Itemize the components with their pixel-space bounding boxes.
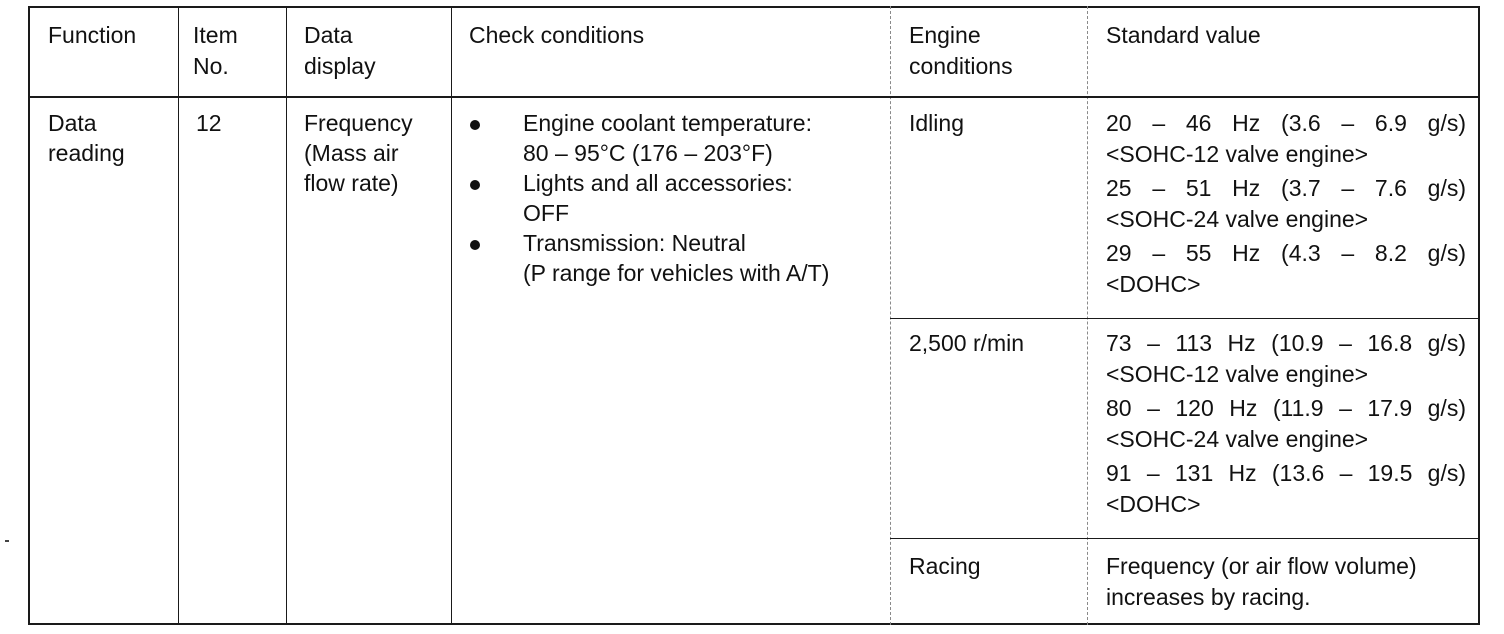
standard-value-entry xyxy=(1106,551,1466,613)
standard-value-engine: <SOHC-24 valve engine> xyxy=(1106,206,1369,232)
function-cell-line1: Data xyxy=(48,110,97,136)
standard-value-range: 25 – 51 Hz (3.7 – 7.6 g/s) xyxy=(1106,175,1466,201)
check-condition-line: Transmission: Neutral xyxy=(523,230,746,256)
row-divider xyxy=(890,318,1480,319)
bullet-icon xyxy=(470,180,480,190)
header-item-no-line2: No. xyxy=(193,53,229,79)
engine-condition-racing: Racing xyxy=(909,553,981,579)
header-standard-value: Standard value xyxy=(1106,22,1261,48)
column-divider xyxy=(286,6,287,625)
standard-value-entry xyxy=(1106,108,1466,170)
standard-value-text: Frequency (or air flow volume) xyxy=(1106,553,1417,579)
header-data-display-line1: Data xyxy=(304,22,353,48)
standard-value-entry xyxy=(1106,393,1466,455)
standard-value-engine: <SOHC-24 valve engine> xyxy=(1106,426,1369,452)
scan-speck xyxy=(5,540,9,542)
standard-value-range: 91 – 131 Hz (13.6 – 19.5 g/s) xyxy=(1106,460,1466,486)
table-border xyxy=(28,6,1480,625)
data-display-cell-line3: flow rate) xyxy=(304,170,399,196)
check-condition-line: 80 – 95°C (176 – 203°F) xyxy=(523,140,773,166)
standard-value-engine: <DOHC> xyxy=(1106,491,1201,517)
bullet-icon xyxy=(470,120,480,130)
data-display-cell-line2: (Mass air xyxy=(304,140,399,166)
standard-value-range: 80 – 120 Hz (11.9 – 17.9 g/s) xyxy=(1106,395,1466,421)
engine-condition-2500rpm: 2,500 r/min xyxy=(909,330,1025,356)
standard-value-range: 73 – 113 Hz (10.9 – 16.8 g/s) xyxy=(1106,330,1466,356)
header-divider xyxy=(28,96,1480,98)
standard-value-engine: <SOHC-12 valve engine> xyxy=(1106,141,1369,167)
header-data-display-line2: display xyxy=(304,53,376,79)
row-divider xyxy=(890,538,1480,539)
bullet-icon xyxy=(470,240,480,250)
check-condition-line: Engine coolant temperature: xyxy=(523,110,812,136)
header-function: Function xyxy=(48,22,137,48)
column-divider xyxy=(890,6,891,625)
standard-value-entry xyxy=(1106,458,1466,520)
data-display-cell-line1: Frequency xyxy=(304,110,413,136)
column-divider xyxy=(178,6,179,625)
standard-value-engine: <DOHC> xyxy=(1106,271,1201,297)
header-item-no-line1: Item xyxy=(193,22,238,48)
standard-value-engine: <SOHC-12 valve engine> xyxy=(1106,361,1369,387)
function-cell-line2: reading xyxy=(48,140,125,166)
standard-value-range: 29 – 55 Hz (4.3 – 8.2 g/s) xyxy=(1106,240,1466,266)
item-no-cell: 12 xyxy=(196,110,222,136)
check-condition-line: (P range for vehicles with A/T) xyxy=(523,260,830,286)
header-engine-conditions-line2: conditions xyxy=(909,53,1013,79)
engine-condition-idling: Idling xyxy=(909,110,964,136)
column-divider xyxy=(451,6,452,625)
column-divider xyxy=(1087,6,1088,625)
standard-value-entry xyxy=(1106,173,1466,235)
standard-value-text: increases by racing. xyxy=(1106,584,1311,610)
header-engine-conditions-line1: Engine xyxy=(909,22,981,48)
header-check-conditions: Check conditions xyxy=(469,22,645,48)
check-condition-line: OFF xyxy=(523,200,569,226)
standard-value-entry xyxy=(1106,328,1466,390)
standard-value-range: 20 – 46 Hz (3.6 – 6.9 g/s) xyxy=(1106,110,1466,136)
check-condition-line: Lights and all accessories: xyxy=(523,170,793,196)
standard-value-entry xyxy=(1106,238,1466,300)
